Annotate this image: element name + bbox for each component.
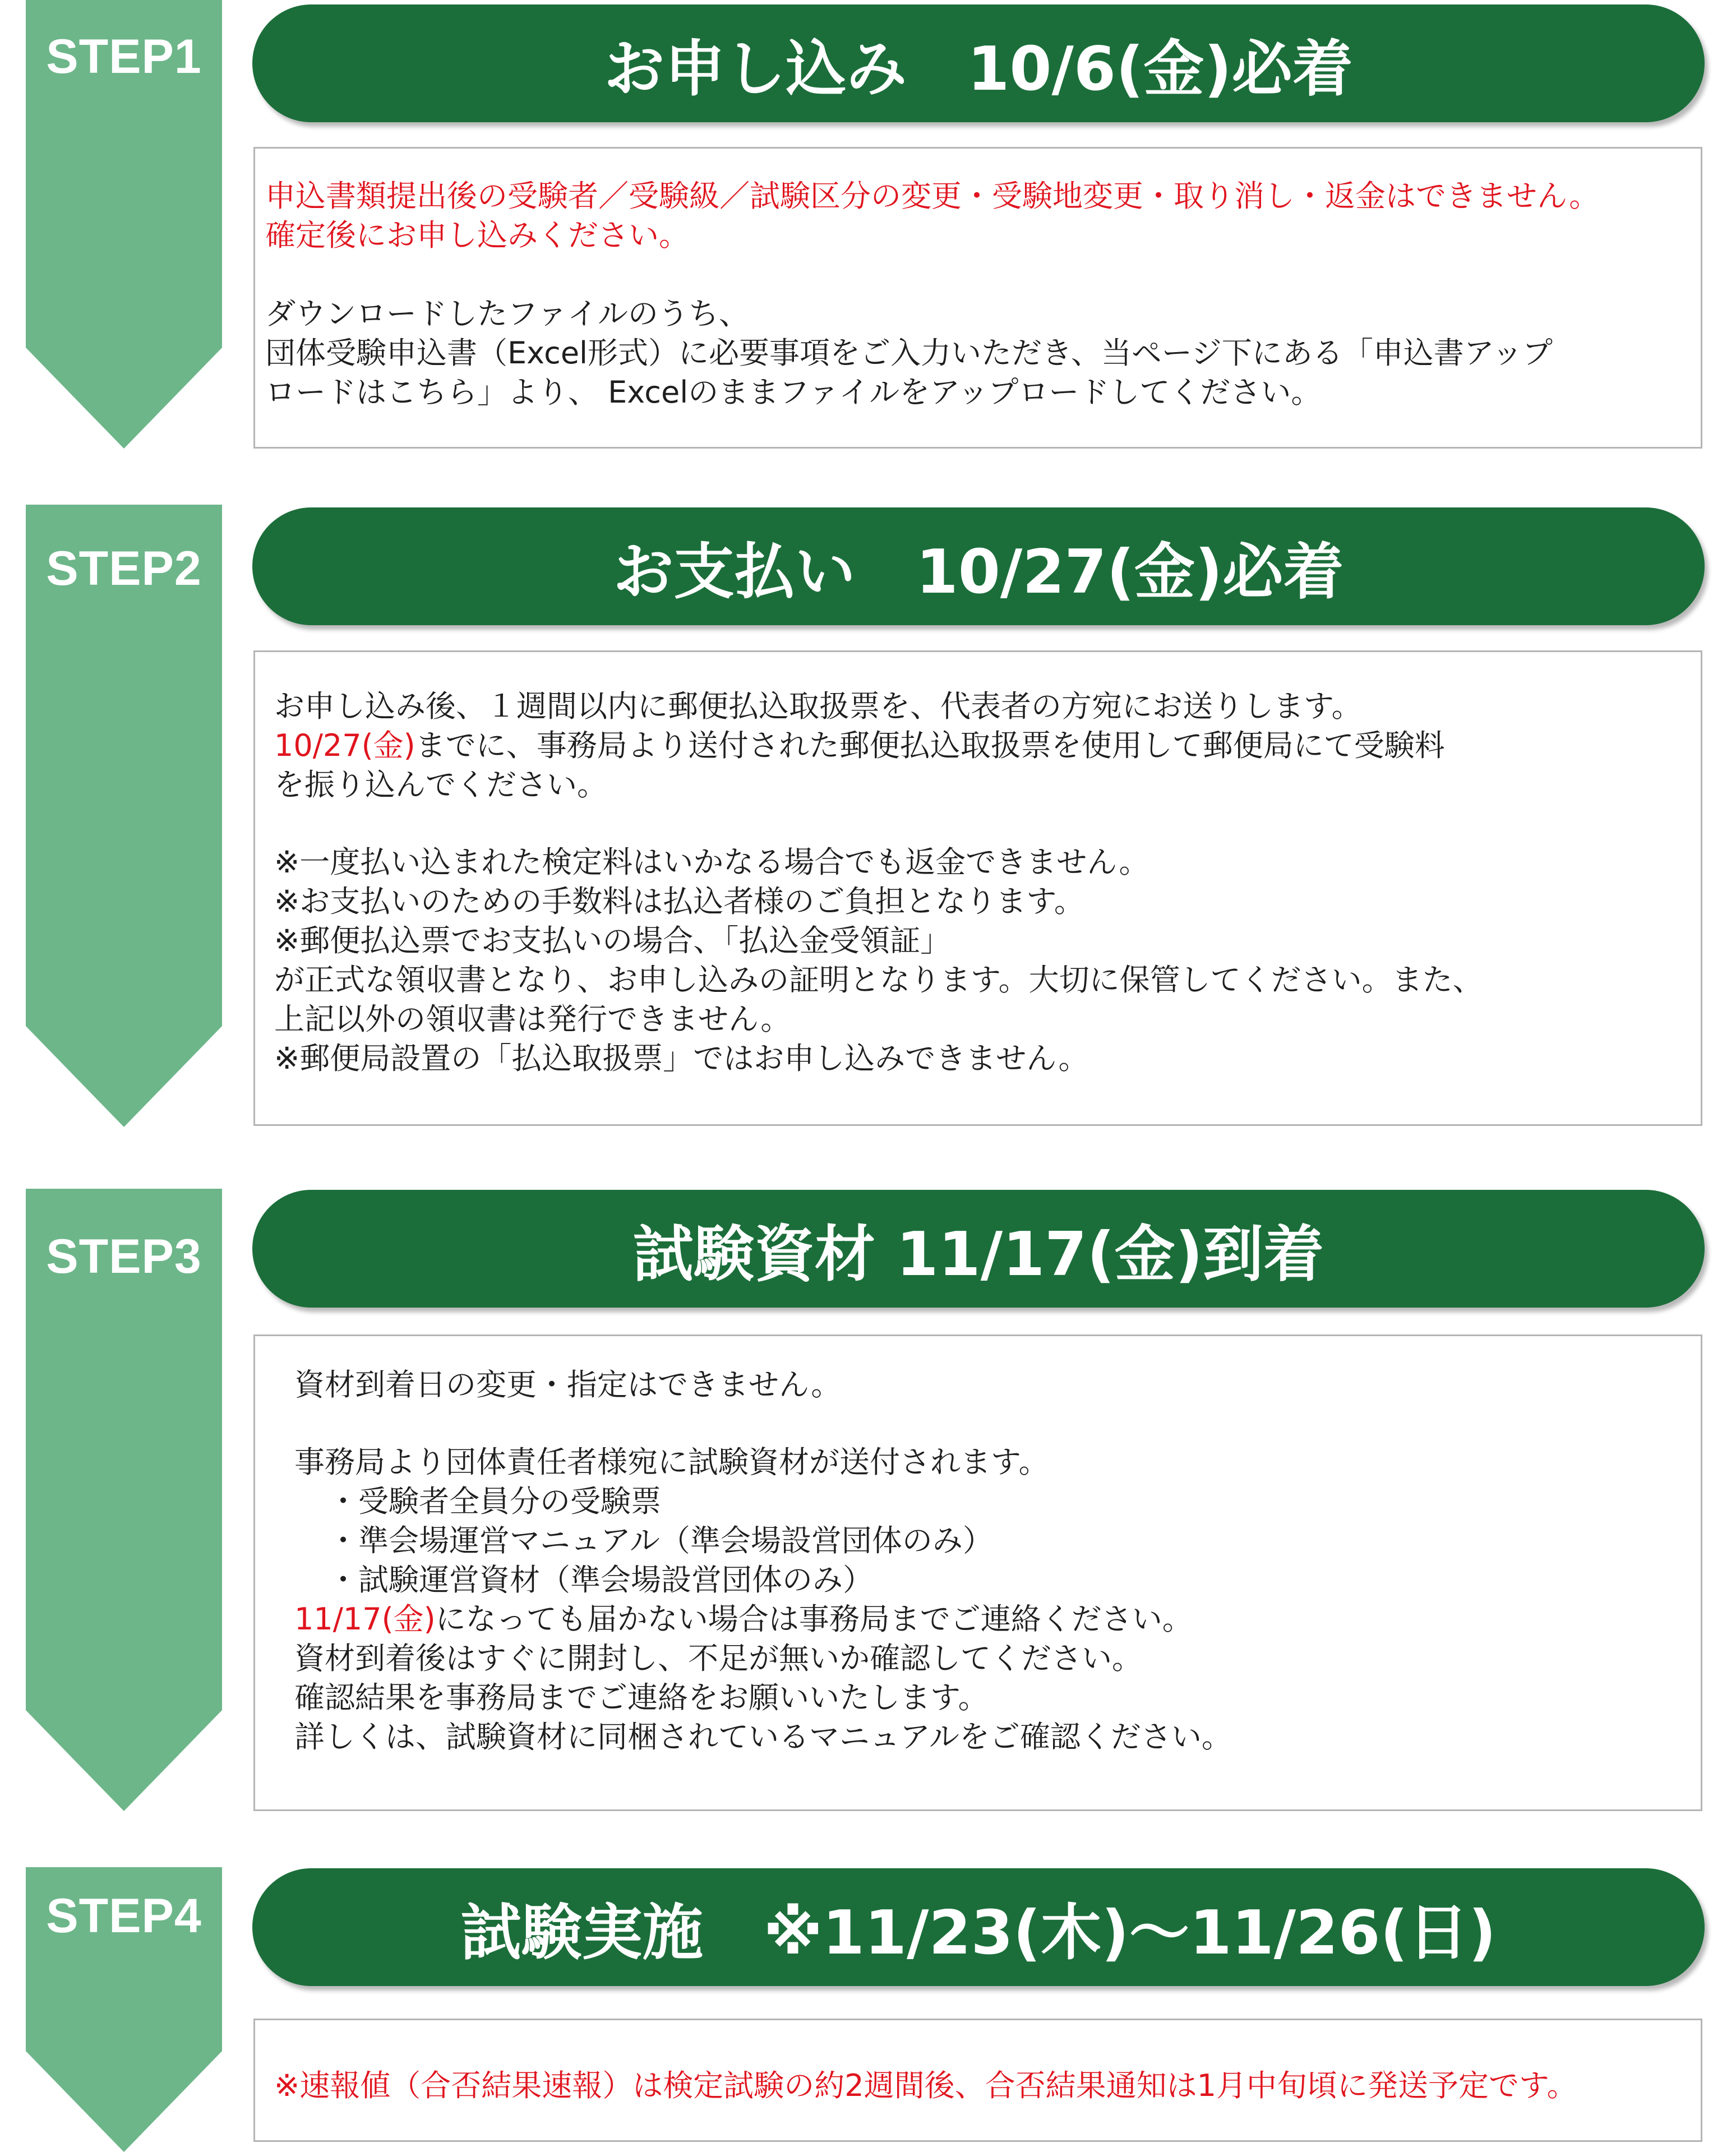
step3-text-line: 資材到着日の変更・指定はできません。	[294, 1367, 842, 1402]
step3-arrival-date: 11/17(金)	[294, 1601, 436, 1637]
step4-note-line: ※速報値（合否結果速報）は検定試験の約2週間後、合否結果通知は1月中旬頃に発送予定です。	[274, 2068, 1577, 2103]
step2-text-line: お申し込み後、１週間以内に郵便払込取扱票を、代表者の方宛にお送りします。	[274, 689, 1362, 724]
step4-content-box	[253, 2019, 1702, 2142]
step1-warning-line: 確定後にお申し込みください。	[265, 218, 689, 253]
step1-text-line: ロードはこちら」より、 Excelのままファイルをアップロードしてください。	[265, 375, 1322, 410]
step4-label: STEP4	[46, 1889, 202, 1943]
step2-text-line	[274, 726, 1445, 765]
step2-deadline-date: 10/27(金)	[274, 728, 415, 763]
step3-list-item: ・受験者全員分の受験票	[328, 1484, 661, 1519]
step1-text-line: ダウンロードしたファイルのうち、	[265, 296, 749, 331]
step3-text-line: 確認結果を事務局までご連絡をお願いいたします。	[294, 1680, 989, 1715]
step2-note-line: ※郵便払込票でお支払いの場合、「払込金受領証」	[274, 923, 951, 958]
step1-content-box	[253, 147, 1702, 449]
step2-note-line: が正式な領収書となり、お申し込みの証明となります。大切に保管してください。また、	[274, 962, 1483, 998]
step3-text-rest: になっても届かない場合は事務局までご連絡ください。	[435, 1601, 1193, 1637]
step3-text-line: 事務局より団体責任者様宛に試験資材が送付されます。	[294, 1444, 1049, 1480]
step2-label: STEP2	[46, 542, 202, 595]
step1-banner: お申し込み 10/6(金)必着	[252, 4, 1705, 122]
step3-list-item: ・試験運営資材（準会場設営団体のみ）	[328, 1562, 873, 1597]
step4-banner: 試験実施 ※11/23(木)～11/26(日)	[252, 1868, 1705, 1986]
step2-text-rest: までに、事務局より送付された郵便払込取扱票を使用して郵便局にて受験料	[415, 728, 1445, 763]
step2-note-line: ※お支払いのための手数料は払込者様のご負担となります。	[274, 884, 1084, 919]
step2-note-line: 上記以外の領収書は発行できません。	[274, 1001, 791, 1037]
step2-text-line: を振り込んでください。	[274, 767, 607, 802]
step3-label: STEP3	[46, 1230, 202, 1283]
step1-warning-line: 申込書類提出後の受験者／受験級／試験区分の変更・受験地変更・取り消し・返金はできません。	[265, 178, 1600, 214]
step3-text-line: 資材到着後はすぐに開封し、不足が無いか確認してください。	[294, 1641, 1142, 1676]
step2-arrow	[26, 505, 222, 1127]
step2-note-line: ※一度払い込まれた検定料はいかなる場合でも返金できません。	[274, 844, 1149, 880]
step3-banner: 試験資材 11/17(金)到着	[252, 1190, 1705, 1308]
step3-content-box	[253, 1334, 1702, 1811]
step3-text-line	[294, 1600, 1193, 1639]
step2-note-line: ※郵便局設置の「払込取扱票」ではお申し込みできません。	[274, 1041, 1089, 1076]
step2-content-box	[253, 650, 1702, 1126]
step3-list-item: ・準会場運営マニュアル（準会場設営団体のみ）	[328, 1523, 993, 1558]
step1-label: STEP1	[46, 30, 202, 84]
step2-banner: お支払い 10/27(金)必着	[252, 507, 1705, 625]
step3-text-line: 詳しくは、試験資材に同梱されているマニュアルをご確認ください。	[294, 1719, 1232, 1754]
step1-text-line: 団体受験申込書（Excel形式）に必要事項をご入力いただき、当ページ下にある「申込書アップ	[265, 335, 1553, 371]
